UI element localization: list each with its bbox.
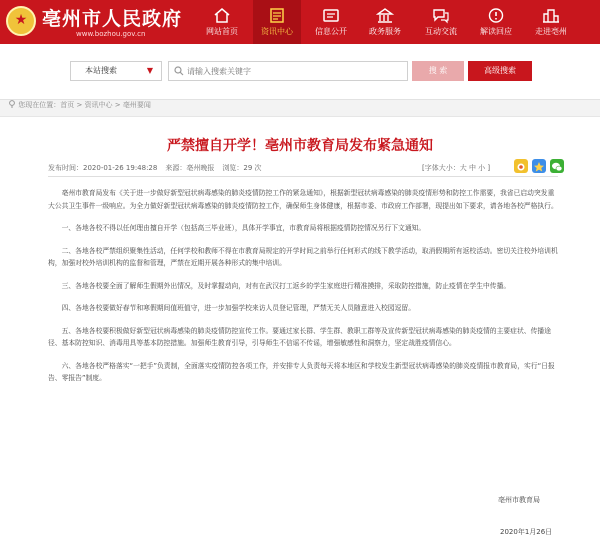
breadcrumb-item-local-news[interactable]: 亳州要闻: [122, 101, 151, 109]
nav-news[interactable]: [253, 0, 301, 44]
nav-label: 资讯中心: [261, 27, 293, 36]
article-body: [48, 187, 560, 395]
home-icon: [213, 7, 231, 24]
breadcrumb-item-home[interactable]: 首页: [60, 101, 75, 109]
publish-time-label: 发布时间：: [48, 164, 83, 172]
qq-zone-share-icon[interactable]: [514, 159, 528, 173]
location-pin-icon: [8, 100, 16, 108]
search-bar: [0, 44, 600, 100]
nav-label: 走进亳州: [535, 27, 567, 36]
wechat-share-icon[interactable]: [550, 159, 564, 173]
search-field[interactable]: [168, 61, 408, 81]
nav-label: 政务服务: [369, 27, 401, 36]
views-count: 29 次: [243, 164, 262, 172]
nav-interpretation[interactable]: [472, 0, 520, 44]
site-url: www.bozhou.gov.cn: [76, 30, 146, 38]
article-panel: [0, 116, 600, 540]
nav-government-service[interactable]: [361, 0, 409, 44]
article-signature: 亳州市教育局: [498, 496, 540, 504]
nav-city[interactable]: [527, 0, 575, 44]
source: 亳州晚报: [186, 164, 215, 172]
article-meta: [48, 163, 262, 173]
article-paragraph: 一、各地各校不得以任何理由擅自开学（包括高三毕业班），具体开学事宜，市教育局将根据疫情防控情况另行下文通知。: [61, 224, 426, 232]
info-disclosure-icon: [322, 7, 340, 24]
article-paragraph: 五、各地各校要积极做好新型冠状病毒感染的肺炎疫情防控宣传工作。要通过家长群、学生群、教职工群等及宣传新型冠状病毒感染的肺炎疫情的主要症状、传播途径、基本防控知识、消毒用具等基本防控措施。加强师生教育引导，引导师生不信谣不传谣，增强敏感性和洞察力，坚定战胜疫情信心。: [48, 326, 551, 347]
search-icon: [174, 66, 184, 76]
divider: [48, 176, 558, 177]
article-paragraph: 二、各地各校严禁组织聚集性活动，任何学校和教师不得在市教育局规定的开学时间之前举行任何形式的线下教学活动，取消假期所有返校活动。密切关注校外培训机构，加强对校外培训机构的监督和管理，严禁在近期开展各种形式的集中培训。: [48, 246, 558, 267]
font-size-control[interactable]: [字体大小：大 中 小 ]: [422, 164, 491, 172]
nav-label: 解读回应: [480, 27, 512, 36]
article-title: 严禁擅自开学！亳州市教育局发布紧急通知: [167, 138, 433, 154]
breadcrumb-item-news[interactable]: 资讯中心: [84, 101, 113, 109]
site-header: [0, 0, 600, 44]
nav-info-disclosure[interactable]: [307, 0, 355, 44]
favorite-star-icon[interactable]: [532, 159, 546, 173]
chevron-down-icon: ▼: [146, 66, 153, 75]
article-paragraph: 三、各地各校要全面了解师生假期外出情况，及时掌握动向，对有在武汉打工返乡的学生家庭进行精准摸排，采取防控措施，防止疫情在学生中传播。: [61, 281, 511, 290]
breadcrumb-separator: >: [74, 101, 85, 109]
news-icon: [268, 7, 286, 24]
search-input[interactable]: [187, 64, 403, 78]
nav-label: 互动交流: [425, 27, 457, 36]
site-title[interactable]: 亳州市人民政府: [42, 8, 183, 30]
nav-home[interactable]: [198, 0, 246, 44]
search-scope-value: 本站搜索: [85, 66, 117, 75]
nav-interaction[interactable]: [417, 0, 465, 44]
article-paragraph: 六、各地各校严格落实“一把手”负责制，全面落实疫情防控各项工作，并安排专人负责每天将本地区和学校发生新型冠状病毒感染的肺炎疫情报市教育局，实行“日报告、零报告”制度。: [48, 361, 555, 382]
views-label: 浏览：: [222, 164, 244, 172]
source-label: 来源：: [165, 164, 187, 172]
national-emblem-icon: ★: [6, 6, 36, 36]
search-button[interactable]: 搜 索: [412, 61, 464, 81]
city-icon: [542, 7, 560, 24]
nav-label: 信息公开: [315, 27, 347, 36]
interpretation-icon: [487, 7, 505, 24]
breadcrumb-separator: >: [112, 101, 123, 109]
publish-time: 2020-01-26 19:48:28: [83, 164, 158, 172]
breadcrumb: [8, 98, 151, 112]
article-paragraph: 亳州市教育局发布《关于进一步做好新型冠状病毒感染的肺炎疫情防控工作的紧急通知》，根据新型冠状病毒感染的肺炎疫情形势和防控工作需要，我省已启动突发重大公共卫生事件一级响应。为全力做好新型冠状病毒感染的肺炎疫情防控工作，确保师生身体健康，根据市委、市政府工作部署，现提出如下要求，请各地各校严格执行。: [48, 189, 558, 210]
advanced-search-button[interactable]: 高级搜索: [468, 61, 532, 81]
interaction-icon: [432, 7, 450, 24]
breadcrumb-prefix: 您现在位置：: [18, 101, 61, 109]
government-service-icon: [376, 7, 394, 24]
article-sign-date: 2020年1月26日: [500, 528, 553, 536]
search-scope-select[interactable]: [70, 61, 162, 81]
article-paragraph: 四、各地各校要做好春节和寒假期间值班值守，进一步加强学校来访人员登记管理，严禁无关人员随意进入校园逗留。: [61, 304, 416, 312]
nav-label: 网站首页: [206, 27, 238, 36]
